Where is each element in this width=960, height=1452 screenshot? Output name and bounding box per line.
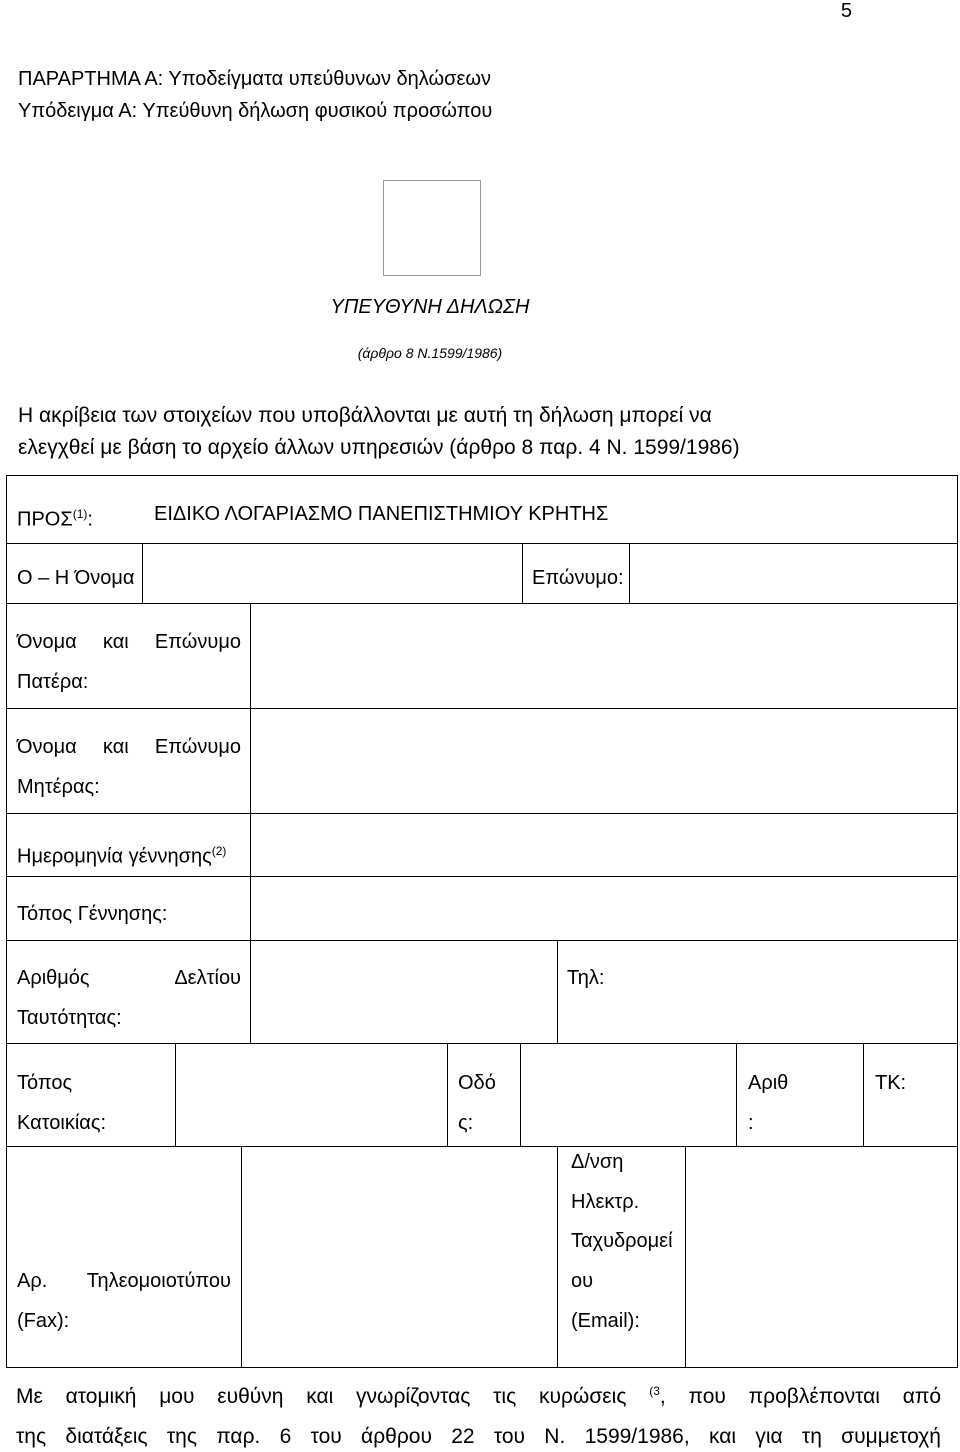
residence-field[interactable] — [176, 1044, 446, 1145]
residence-label-1: Τόπος — [17, 1072, 73, 1094]
father-name-field[interactable] — [251, 604, 956, 707]
id-number-label-1: Αριθμός Δελτίου — [17, 967, 241, 989]
number-label-2: : — [748, 1112, 754, 1134]
email-label-1: Δ/νση — [571, 1151, 624, 1173]
postcode-label: ΤΚ: — [875, 1072, 907, 1094]
name-label: Ο – Η Όνομα — [17, 567, 135, 589]
email-field[interactable] — [686, 1147, 956, 1366]
cell-divider — [447, 1043, 448, 1146]
number-label-1: Αριθ — [748, 1072, 789, 1094]
street-label-2: ς: — [458, 1112, 474, 1134]
surname-label: Επώνυμο: — [532, 567, 624, 589]
mother-name-field[interactable] — [251, 709, 956, 812]
to-label: ΠΡΟΣ$^{(1)}$: — [17, 507, 93, 531]
number-field[interactable] — [797, 1044, 862, 1145]
email-label-2: Ηλεκτρ. — [571, 1191, 640, 1213]
declaration-subtitle: (άρθρο 8 Ν.1599/1986) — [357, 345, 503, 361]
intro-line-2: ελεγχθεί με βάση το αρχείο άλλων υπηρεσιών (άρθρο 8 παρ. 4 Ν. 1599/1986) — [18, 436, 740, 459]
cell-divider — [522, 543, 523, 603]
declaration-form — [6, 475, 958, 1368]
birthplace-label: Τόπος Γέννησης: — [17, 903, 168, 925]
street-label-1: Οδό — [458, 1072, 496, 1094]
cell-divider — [863, 1043, 864, 1146]
intro-line-1: Η ακρίβεια των στοιχείων που υποβάλλονται με αυτή τη δήλωση μπορεί να — [18, 404, 712, 427]
phone-field[interactable] — [627, 941, 956, 1042]
email-label-4: ου — [571, 1270, 594, 1292]
appendix-title: ΠΑΡΑΡΤΗΜΑ Α: Υποδείγματα υπεύθυνων δηλώσεων — [18, 68, 491, 90]
residence-label-2: Κατοικίας: — [17, 1112, 107, 1134]
coat-of-arms-placeholder — [383, 180, 481, 276]
father-name-label-2: Πατέρα: — [17, 671, 89, 693]
birthdate-label: Ημερομηνία γέννησης$^{(2)}$ — [17, 844, 227, 868]
declaration-text-line-1: Με ατομική μου ευθύνη και γνωρίζοντας τις κυρώσεις $^{(3}$, που προβλέπονται από — [16, 1384, 942, 1408]
fax-field[interactable] — [242, 1147, 556, 1366]
cell-divider — [557, 940, 558, 1043]
fax-label-1: Αρ. Τηλεομοιοτύπου — [17, 1270, 231, 1292]
page-number: 5 — [840, 0, 852, 22]
fax-label-2: (Fax): — [17, 1310, 70, 1332]
phone-label: Τηλ: — [567, 967, 605, 989]
cell-divider — [736, 1043, 737, 1146]
email-label-3: Ταχυδρομεί — [571, 1230, 673, 1252]
cell-divider — [557, 1146, 558, 1367]
name-field[interactable] — [143, 544, 521, 602]
recipient-value: ΕΙΔΙΚΟ ΛΟΓΑΡΙΑΣΜΟ ΠΑΝΕΠΙΣΤΗΜΙΟΥ ΚΡΗΤΗΣ — [154, 503, 609, 525]
postcode-field[interactable] — [917, 1044, 956, 1145]
declaration-title: ΥΠΕΥΘΥΝΗ ΔΗΛΩΣΗ — [330, 296, 530, 318]
father-name-label-1: Όνομα και Επώνυμο — [17, 631, 241, 653]
birthdate-field[interactable] — [251, 814, 956, 875]
declaration-text-line-2: της διατάξεις της παρ. 6 του άρθρου 22 του Ν. 1599/1986, και για τη συμμετοχή — [16, 1425, 941, 1448]
mother-name-label-1: Όνομα και Επώνυμο — [17, 736, 241, 758]
sample-title: Υπόδειγμα Α: Υπεύθυνη δήλωση φυσικού προσώπου — [18, 100, 493, 122]
id-number-label-2: Ταυτότητας: — [17, 1007, 122, 1029]
mother-name-label-2: Μητέρας: — [17, 776, 100, 798]
surname-field[interactable] — [630, 544, 956, 602]
email-label-5: (Email): — [571, 1310, 640, 1332]
street-field[interactable] — [521, 1044, 735, 1145]
birthplace-field[interactable] — [251, 877, 956, 939]
id-number-field[interactable] — [251, 941, 556, 1042]
